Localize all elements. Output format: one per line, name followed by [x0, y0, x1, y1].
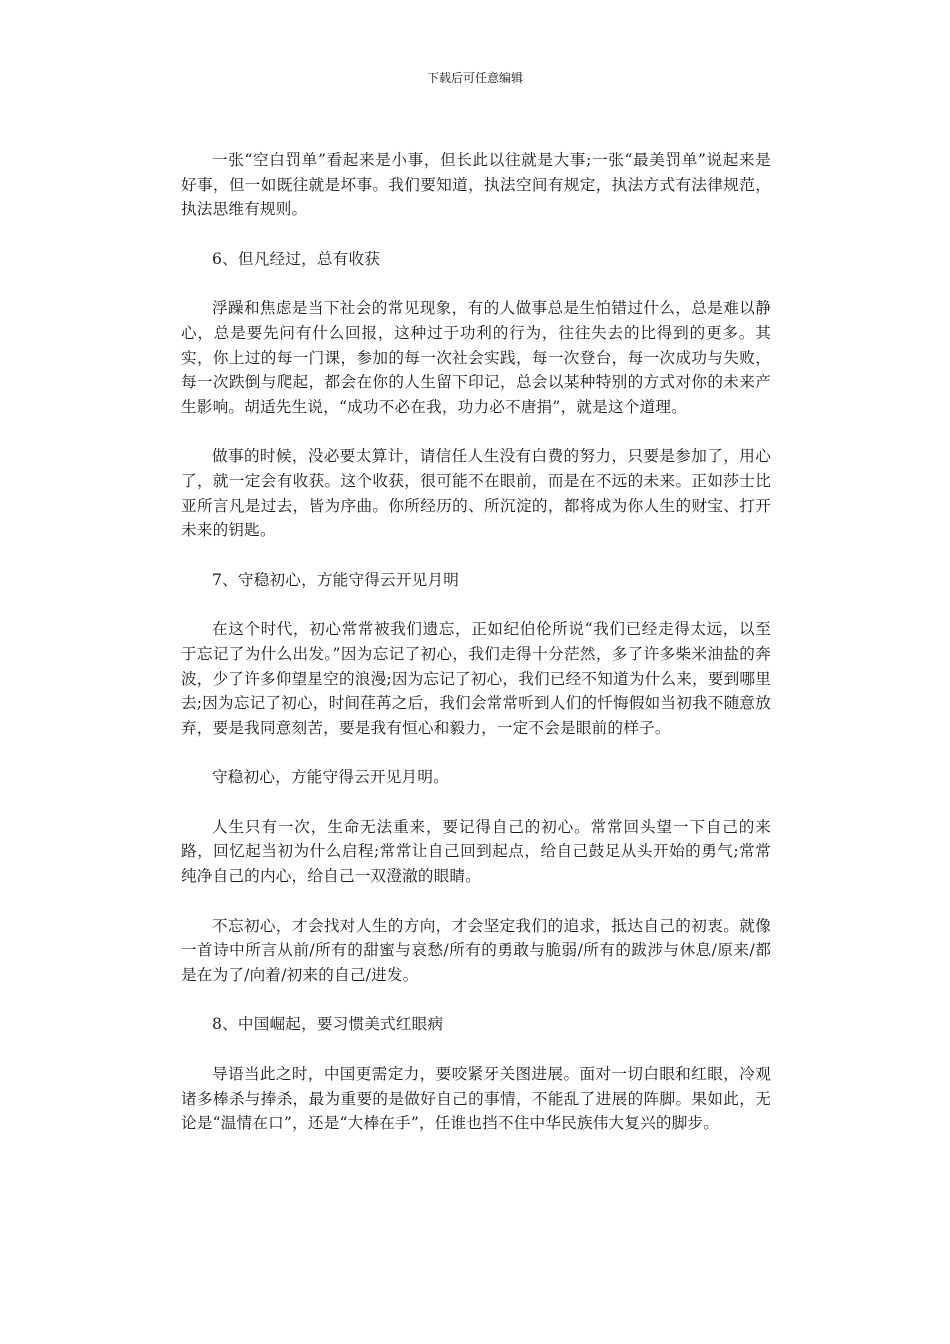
summary-line: 守稳初心，方能守得云开见月明。: [212, 768, 449, 787]
section-heading-6: 6、但凡经过，总有收获: [212, 249, 381, 268]
paragraph-effort: 做事的时候，没必要太算计，请信任人生没有白费的努力，只要是参加了，用心了，就一定会有收获。这个收获，很可能不在眼前，而是在不远的未来。正如莎士比亚所言凡是过去，皆为序曲。你所经历的、所沉淀的，都将成为你人生的财宝、打开未来的钥匙。: [181, 447, 771, 540]
section-heading-8: 8、中国崛起，要习惯美式红眼病: [212, 1015, 444, 1034]
paragraph-life-once: 人生只有一次，生命无法重来，要记得自己的初心。常常回头望一下自己的来路，回忆起当初为什么启程;常常让自己回到起点，给自己鼓足从头开始的勇气;常常纯净自己的内心，给自己一双澄澈的眼睛。: [181, 817, 771, 886]
page-header: 下载后可任意编辑: [426, 71, 523, 85]
paragraph-never-forget: 不忘初心，才会找对人生的方向，才会坚定我们的追求，抵达自己的初衷。就像一首诗中所言从前/所有的甜蜜与哀愁/所有的勇敢与脆弱/所有的跋涉与休息/原来/都是在为了/向着/初来的自己/进发。: [181, 916, 771, 984]
paragraph-china-rise: 导语当此之时，中国更需定力，要咬紧牙关图进展。面对一切白眼和红眼，冷观诸多棒杀与捧杀，最为重要的是做好自己的事情，不能乱了进展的阵脚。果如此，无论是“温情在口”，还是“大棒在手”，任谁也挡不住中华民族伟大复兴的脚步。: [181, 1065, 771, 1133]
paragraph-original-intention: 在这个时代，初心常常被我们遗忘，正如纪伯伦所说“我们已经走得太远，以至于忘记了为什么出发。”因为忘记了初心，我们走得十分茫然，多了许多柴米油盐的奔波，少了许多仰望星空的浪漫;因为忘记了初心，我们已经不知道为什么来，要到哪里去;因为忘记了初心，时间荏苒之后，我们会常常听到人们的忏悔假如当初我不随意放弃，要是我同意刻苦，要是我有恒心和毅力，一定不会是眼前的样子。: [181, 620, 771, 737]
document-body: [181, 148, 771, 1161]
paragraph-blank-ticket: 一张“空白罚单”看起来是小事，但长此以往就是大事;一张“最美罚单”说起来是好事，但一如既往就是坏事。我们要知道，执法空间有规定，执法方式有法律规范，执法思维有规则。: [181, 151, 771, 219]
paragraph-impatience: 浮躁和焦虑是当下社会的常见现象，有的人做事总是生怕错过什么，总是难以静心，总是要先问有什么回报，这种过于功利的行为，往往失去的比得到的更多。其实，你上过的每一门课，参加的每一次社会实践，每一次登台，每一次成功与失败，每一次跌倒与爬起，都会在你的人生留下印记，总会以某种特别的方式对你的未来产生影响。胡适先生说，“成功不必在我，功力必不唐捐”，就是这个道理。: [181, 299, 771, 416]
section-heading-7: 7、守稳初心，方能守得云开见月明: [212, 570, 460, 589]
